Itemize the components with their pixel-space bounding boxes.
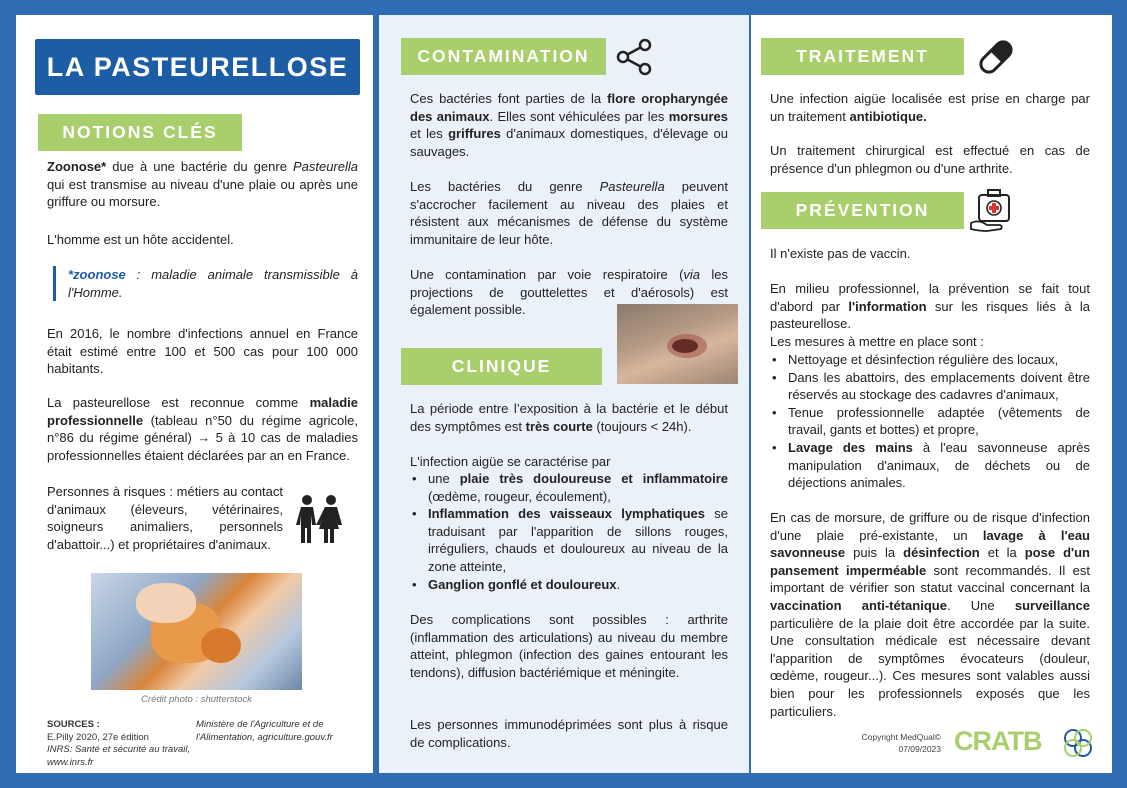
symptoms-list (410, 470, 728, 593)
paragraph-host: L'homme est un hôte accidentel. (47, 232, 234, 247)
page-title: LA PASTEURELLOSE (35, 39, 360, 95)
logo-knot-icon (1061, 726, 1095, 765)
section-heading-prevention: PRÉVENTION (761, 192, 964, 229)
pill-icon (974, 35, 1018, 84)
cratb-logo: CRATB (954, 726, 1042, 756)
paragraph-respiratory: Une contamination par voie respiratoire (via les projections de gouttelettes et d'aérosols) est également possible. (410, 267, 728, 318)
list-item: • Inflammation des vaisseaux lymphatiques se traduisant par l'apparition de sillons rouges, irréguliers, chauds et douloureux au niveau de la zone atteinte, (410, 505, 728, 575)
sources-right: Ministère de l'Agriculture et de l'Alimentation, agriculture.gouv.fr (196, 719, 333, 743)
list-item: • Lavage des mains à l'eau savonneuse après manipulation d'animaux, de déchets ou de déjections animales. (770, 439, 1090, 492)
paragraph-immunocompromised: Les personnes immunodéprimées sont plus à risque de complications. (410, 717, 728, 750)
paragraph-bite-care: En cas de morsure, de griffure ou de risque d'infection d'une plaie pré-existante, un lavage à l'eau savonneuse puis la désinfection et la pose d'un pansement imperméable sont recommandés. Il est important de vérifier son statut vaccinal concernant la vaccination anti-tétanique. Une surveillance particulière de la plaie doit être accordée par la suite. Une consultation médicale est nécessaire devant l'apparition de symptômes évocateurs (douleur, œdème, rougeur...). Ces mesures sont valables aussi bien pour les professionnels exposés que les particuliers. (770, 510, 1090, 719)
paragraph-risk-people: Personnes à risques : métiers au contact d'animaux (éleveurs, vétérinaires, soigneurs animaliers, personnels d'abattoir...) et propriétaires d'animaux. (47, 484, 283, 552)
list-item: • Ganglion gonflé et douloureux. (410, 576, 728, 594)
paragraph-stats: En 2016, le nombre d'infections annuel en France était estimé entre 100 et 500 cas pour 100 000 habitants. (47, 326, 358, 377)
definition-quote: *zoonose : maladie animale transmissible à l'Homme. (53, 266, 358, 301)
column-traitement (751, 15, 1112, 773)
paragraph-incubation: La période entre l’exposition à la bactérie et le début des symptômes est très courte (toujours < 24h). (410, 401, 728, 434)
share-icon (615, 37, 655, 82)
paragraph-measures-intro: Les mesures à mettre en place sont : (770, 334, 984, 349)
sources-left: SOURCES : E.Pilly 2020, 27e édition INRS: Santé et sécurité au travail, www.inrs.fr (47, 719, 191, 768)
paragraph-occupational: La pasteurellose est reconnue comme maladie professionnelle (tableau n°50 du régime agricole, n°86 du régime général) → 5 à 10 cas de maladies professionnelles étaient déclarées par an en France. (47, 395, 358, 463)
section-heading-traitement: TRAITEMENT (761, 38, 964, 75)
section-heading-contamination: CONTAMINATION (401, 38, 606, 75)
paragraph-bacteria: Les bactéries du genre Pasteurella peuvent s'accrocher facilement au niveau des plaies et résistent aux mécanismes de défense du système immunitaire de leur hôte. (410, 179, 729, 247)
people-icon (292, 492, 346, 551)
copyright-block: Copyright MedQual© 07/09/2023 (861, 732, 941, 754)
wound-hand-photo (617, 304, 738, 384)
section-heading-notions: NOTIONS CLÉS (38, 114, 242, 151)
paragraph-surgery: Un traitement chirurgical est effectué en cas de présence d'un phlegmon ou d'une arthrite. (770, 143, 1090, 176)
paragraph-zoonose: Zoonose* due à une bactérie du genre Pasteurella qui est transmise au niveau d'une plaie ou après une griffure ou morsure. (47, 159, 358, 210)
photo-credit: Crédit photo : shutterstock (141, 694, 252, 705)
section-heading-clinique: CLINIQUE (401, 348, 602, 385)
list-item: • Nettoyage et désinfection régulière des locaux, (770, 351, 1090, 369)
paragraph-acute-intro: L'infection aigüe se caractérise par (410, 454, 611, 469)
paragraph-transmission: Ces bactéries font parties de la flore oropharyngée des animaux. Elles sont véhiculées par les morsures et les griffures d'animaux domestiques, d'élevage ou sauvages. (410, 91, 729, 159)
column-contamination (379, 15, 749, 773)
paragraph-no-vaccine: Il n'existe pas de vaccin. (770, 246, 911, 261)
first-aid-kit-icon (969, 187, 1019, 238)
list-item: • une plaie très douloureuse et inflammatoire (œdème, rougeur, écoulement), (410, 470, 728, 505)
measures-list (770, 351, 1090, 492)
paragraph-antibiotic: Une infection aigüe localisée est prise en charge par un traitement antibiotique. (770, 91, 1090, 124)
column-notions (16, 15, 373, 773)
list-item: • Dans les abattoirs, des emplacements doivent être réservés au stockage des cadavres d'animaux, (770, 369, 1090, 404)
paragraph-complications: Des complications sont possibles : arthrite (inflammation des articulations) au niveau du membre atteint, phlegmon (infection des gaines entourant les tendons), diffusion bactériémique et méningite. (410, 612, 728, 680)
paragraph-information: En milieu professionnel, la prévention se fait tout d'abord par l'information sur les risques liés à la pasteurellose. (770, 281, 1090, 332)
list-item: • Tenue professionnelle adaptée (vêtements de travail, gants et bottes) et propre, (770, 404, 1090, 439)
cat-hand-photo (91, 573, 302, 690)
